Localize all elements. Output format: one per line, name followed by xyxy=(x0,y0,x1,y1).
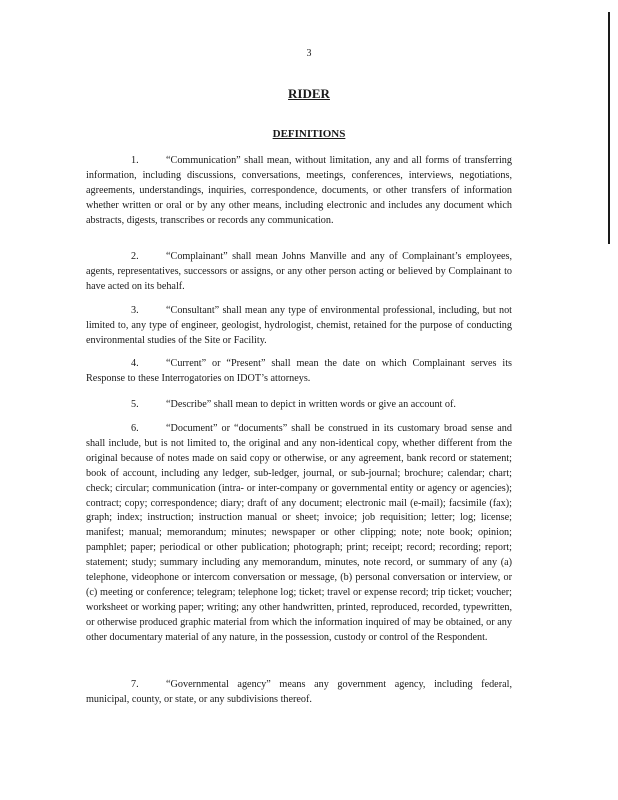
definition-describe xyxy=(86,398,512,413)
definition-number: 1. xyxy=(131,155,139,166)
definition-document xyxy=(86,422,512,646)
definition-text: “Consultant” shall mean any type of environmental professional, including, but not limited to, any type of engineer, geologist, hydrologist, chemist, retained for the purpose of conducting environmental studies of the Site or Facility. xyxy=(86,305,512,346)
definition-consultant xyxy=(86,304,512,349)
definition-number: 6. xyxy=(131,423,139,434)
definition-communication xyxy=(86,154,512,229)
definition-text: “Governmental agency” means any government agency, including federal, municipal, county, or state, or any subdivisions thereof. xyxy=(86,679,512,705)
rider-title: RIDER xyxy=(288,86,330,101)
page-number: 3 xyxy=(306,48,312,59)
definition-number: 7. xyxy=(131,679,139,690)
definition-number: 5. xyxy=(131,399,139,410)
definition-current xyxy=(86,357,512,387)
definition-number: 2. xyxy=(131,251,139,262)
definition-governmental-agency xyxy=(86,678,512,708)
definition-text: “Describe” shall mean to depict in written words or give an account of. xyxy=(166,399,456,410)
definition-text: “Communication” shall mean, without limitation, any and all forms of transferring information, including discussions, conversations, meetings, conferences, interviews, negotiations, agreements, understandings, inquiries, correspondence, documents, or other transfers of information whether written or oral or by any other means, including electronic and includes any document which abstracts, digests, transcribes or records any communication. xyxy=(86,155,512,226)
definition-text: “Complainant” shall mean Johns Manville and any of Complainant’s employees, agents, representatives, successors or assigns, or any other person acting or believed by Complainant to have acted on its behalf. xyxy=(86,251,512,292)
definition-complainant xyxy=(86,250,512,295)
definition-text: “Current” or “Present” shall mean the date on which Complainant serves its Response to these Interrogatories on IDOT’s attorneys. xyxy=(86,358,512,384)
definitions-heading: DEFINITIONS xyxy=(272,128,346,140)
definition-text: “Document” or “documents” shall be construed in its customary broad sense and shall include, but is not limited to, the original and any non-identical copy, whether different from the original because of notes made on said copy or otherwise, or any agreement, bank record or statement; book of account, including any ledger, sub-ledger, journal, or sub-journal; brochure; calendar; chart; check; circular; communication (intra- or inter-company or governmental entity or agency or agencies); contract; copy; correspondence; diary; draft of any document; electronic mail (e-mail); facsimile (fax); graph; index; instruction; instruction manual or sheet; invoice; job requisition; letter; log; license; manifest; manual; memorandum; minutes; newspaper or other clipping; note; note book; opinion; pamphlet; paper; periodical or other publication; photograph; print; receipt; record; recording; report; statement; study; summary including any memorandum, minutes, note record, or summary of any (a) telephone, videophone or intercom conversation or message, (b) personal conversation or interview, or (c) meeting or conference; telegram; telephone log; ticket; travel or expense record; trip ticket; voucher; worksheet or working paper; writing; any other handwritten, printed, reproduced, recorded, typewritten, or otherwise produced graphic material from which the information inquired of may be obtained, or any other documentary material of any nature, in the possession, custody or control of the Respondent. xyxy=(86,423,512,643)
definition-number: 3. xyxy=(131,305,139,316)
definition-number: 4. xyxy=(131,358,139,369)
